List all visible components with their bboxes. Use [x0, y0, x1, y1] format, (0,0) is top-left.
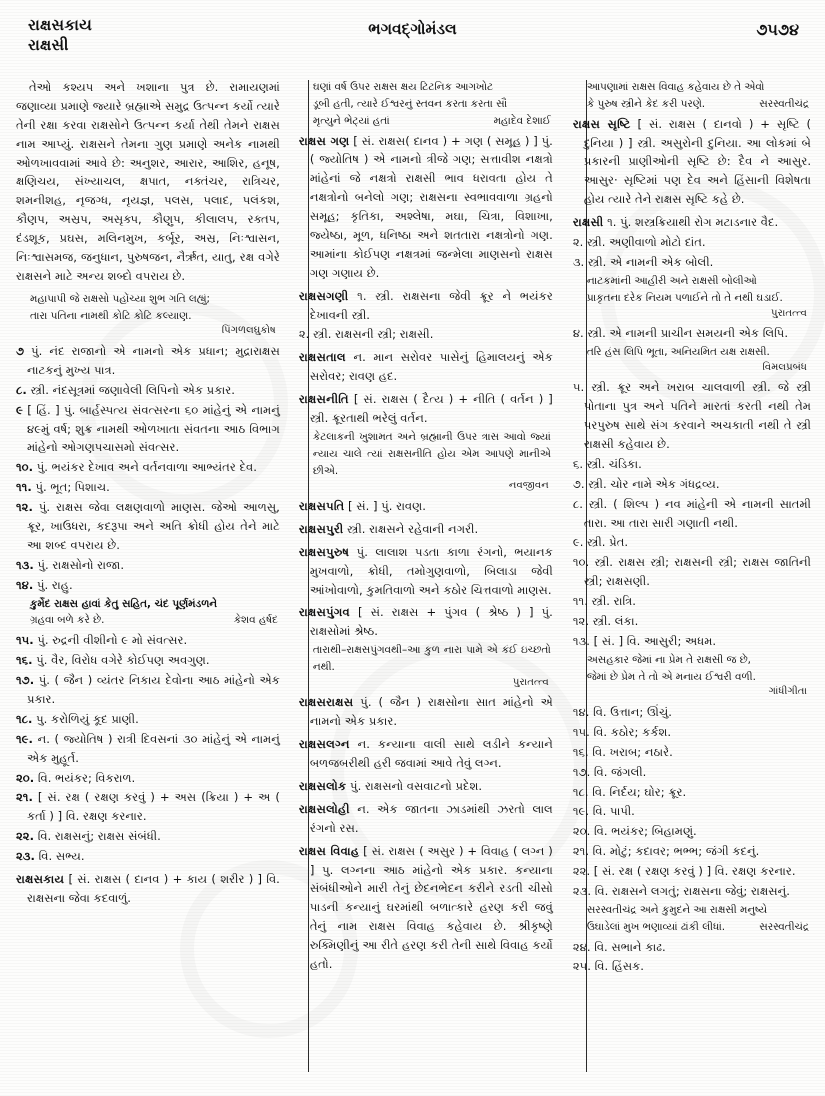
sense-number: ૧૯.: [16, 731, 33, 746]
sense-entry: ૧૦. સ્ત્રી. રાક્ષસ સ્ત્રી; રાક્ષસની સ્ત્રી; રાક્ષસ જાતિની સ્ત્રી; રાક્ષસણી.: [572, 555, 811, 589]
sense-number: ૧૦.: [16, 460, 34, 475]
sense-text: પું. રાક્ષસ જેવા લક્ષણવાળો માણસ. જેઓ આળસુ, ક્રૂર, ખાઉધરા, કદરૂપા અને અતિ ક્રોધી હોય તેને માટે આ શબ્દ વપરાય છે.: [27, 500, 280, 552]
sense-number: ૨૩.: [16, 849, 35, 864]
sense-number: ૧૫.: [16, 633, 34, 648]
guide-word-first: રાક્ષસકાય: [28, 16, 93, 34]
sense-text: પું. ( જૈન ) વ્યંતર નિકાય દેવોના આઠ માંહેનો એક પ્રકાર.: [27, 673, 280, 706]
definition-text: પું. લાલાશ પડતા કાળા રંગનો, ભયાનક મુખવાળો, ક્રોધી, તમોગુણવાળો, બિલાડા જેવી આંખોવાળો, કુમતિવાળો અને કઠોર ચિત્તવાળો માણસ.: [309, 544, 553, 597]
sense-text: પું. ભૂત; પિશાચ.: [31, 480, 110, 495]
verse-line: [313, 79, 551, 96]
sense-entry: ૨૩. વિ. રાક્ષસને લગતું; રાક્ષસના જેવું; રાક્ષસનું.: [572, 883, 790, 898]
sense-entry: ૨૪. વિ. સભાને કાઢ.: [572, 939, 666, 954]
sense-text: સ્ત્રી. નંદસૂત્રમાં જણાવેલી લિપિનો એક પ્રકાર.: [26, 382, 235, 397]
prose-quotation: [573, 902, 811, 936]
prose-quotation: [299, 429, 553, 495]
sense-text: [ સં. રક્ષ ( રક્ષણ કરવું ) + અસ (ક્રિયા ) + અ ( કર્તા ) ] વિ. રક્ષણ કરનાર.: [27, 790, 280, 824]
headword: રાક્ષસી: [572, 215, 604, 230]
verse-quotation: [16, 596, 280, 630]
headword: રાક્ષસ સૃષ્ટિ: [572, 116, 631, 131]
sense-entry: [16, 401, 280, 458]
sense-entry: ૫. સ્ત્રી. ક્રૂર અને ખરાબ ચાલવાળી સ્ત્રી. જે સ્ત્રી પોતાના પુત્ર અને પતિને મારતાં કરતી નથી તેમ પરપુરુષ સાથે સંગ કરવાને અચકાતી નથી તે સ્ત્રી રાક્ષસી કહેવાય છે.: [572, 380, 811, 451]
verse-quotation: [573, 344, 811, 376]
definition-text: પું. ( જૈન ) રાક્ષસોના સાત માંહેનો એ નામનો એક પ્રકાર.: [309, 695, 553, 729]
sense-entry: [16, 458, 280, 477]
headword: રાક્ષસપુંગવ: [298, 605, 350, 620]
verse-quotation: [573, 79, 811, 113]
sense-text: પું. રુદ્રની વીશીનો ૯ મો સંવત્સર.: [33, 633, 188, 648]
verse-line: તરિ હંસ લિપિ ભૂતા, અનિયમિત યક્ષ રાક્ષસી.: [586, 345, 770, 358]
sense-entry: ૨. સ્ત્રી. અણીવાળો મોટો દાંત.: [572, 235, 706, 250]
sense-entry: ૨૧. વિ. મોટું; કદાવર; ભભ્ભ; જંગી કદનું.: [572, 844, 760, 859]
sense-entry: [16, 342, 280, 380]
quote-text: પ્રાકૃતના દરેક નિયમ પળાઈને તો તે નથી ઘડાઈ.: [586, 291, 783, 304]
sense-text: પું. વૈર, વિરોધ વગેરે કોઈપણ અવગુણ.: [32, 653, 210, 668]
sense-entry: ૬. સ્ત્રી. ચંડિકા.: [572, 456, 642, 471]
definition-text: [ સં. ] પું. રાવણ.: [344, 498, 426, 513]
prose-quotation: [299, 642, 553, 691]
definition-text: [ સં. રાક્ષસ( દાનવ ) + ગણ ( સમૂહ ) ] પું. ( જ્યોતિષ ) એ નામનો ત્રીજે ગણ; સત્તાવીશ નક્ષત્રો માંહેનાં જે નક્ષત્રો રાક્ષસી ભાવ ધરાવતા હોય તે નક્ષત્રોનો બનેલો ગણ; રાક્ષસના સ્વભાવવાળા ગ્રહનો સમૂહ; કૃતિકા, અશ્લેષા, મઘા, ચિત્રા, વિશાખા, જ્યેષ્ઠા, મૂળ, ધનિષ્ઠા અને શતતારા નક્ષત્રોનો ગણ. આમાંના કોઈપણ નક્ષત્રમાં જન્મેલા માણસનો રાક્ષસ ગણ ગણાય છે.: [309, 133, 553, 280]
sense-entry: ૧૨. સ્ત્રી. લંકા.: [572, 613, 639, 628]
paragraph: તેઓ કશ્યપ અને ખશાના પુત્ર છે. રામાયણમાં જણાવ્યા પ્રમાણે જ્યારે બ્રહ્માએ સમુદ્ર ઉત્પન્ન કર્યો ત્યારે તેની રક્ષા કરવા રાક્ષસોને ઉત્પન્ન કર્યા તેથી તેમને રાક્ષસ નામ આપ્યું. રાક્ષસને તેમના ગુણ પ્રમાણે અનેક નામથી ઓળખાવવામાં આવે છે: અનુશર, આરાર, આશિર, હનૂષ, ક્ષણિચય, સંખ્યાચલ, ક્ષપાત, નક્તંચર, રાત્રિચર, શમનીશહ, નૃજગ્ધ, નૃયજ્ઞ, પલસ, પલાદ, પલંકશ, કૌણપ, અસ્રપ, અસૃક્પ, કૌણુપ, કીલાલપ, રક્તપ, દંડશૂક, પ્રઘસ, મલિનમુખ, કર્બૂર, અસ્ર, નિઃશ્વાસન, નિઃશ્વાસમજ, જનુધાન, પુરુષજન, નૈર્ઋત, યાતુ, રક્ષ વગેરે રાક્ષસને માટે અન્ય શબ્દો વપરાય છે.: [16, 80, 280, 283]
dictionary-entry: [299, 132, 553, 283]
quote-text-line: ઉઘાડેલાં મુખ ભણાવ્યાં ઢાંકી લીધાં.: [586, 920, 726, 933]
sense-number: ૮.: [16, 382, 27, 397]
definition-text: [ સં. રાક્ષસ ( દૈત્ય ) + નીતિ ( વર્તન ) ] સ્ત્રી. ક્રૂરતાથી ભરેલું વર્તન.: [309, 392, 553, 425]
verse-line: કુર્મેદ રાક્ષસ હાવાં કેતુ સહિત, ચંદ પૂર્ણમંડળને: [30, 597, 218, 610]
dictionary-entry: [299, 603, 553, 641]
definition-text: [ સં. રાક્ષસ + પુંગવ ( શ્રેષ્ઠ ) ] પું. રાક્ષસોમાં શ્રેષ્ઠ.: [309, 605, 553, 639]
sense-entry: [16, 478, 280, 497]
quotation-attribution: વિમલપ્રબંધ: [762, 361, 807, 373]
quotation-attribution: પુરાતત્ત્વ: [512, 676, 549, 688]
dictionary-entry: [299, 693, 553, 731]
sense-entry: [16, 671, 280, 709]
headword: રાક્ષસરાક્ષસ: [298, 695, 354, 710]
prose-quotation: [573, 273, 811, 322]
page-header: [0, 16, 825, 72]
sense-entry: ૧૯. વિ. પાપી.: [572, 804, 635, 819]
sense-text: પુ. કરોળિયું કૂદ પ્રાણી.: [32, 711, 139, 726]
quote-text: તારાથી–રાક્ષસપુંગવથી–આ કુળ નારા પામે એ કંઈ ઇચ્છતો નથી.: [312, 644, 551, 674]
sense-number: ૧૮.: [16, 711, 33, 726]
sense-entry: ૭. સ્ત્રી. ચોર નામે એક ગંધદ્રવ્ય.: [572, 476, 720, 491]
quotation-attribution: પિંગળલઘુકોષ: [221, 325, 276, 337]
sense-entry: [16, 576, 280, 595]
dictionary-entry: [299, 842, 553, 974]
sense-entry: ૧૧. સ્ત્રી. રાત્રિ.: [572, 594, 636, 609]
sense-number: ૯: [16, 402, 23, 417]
sense-text: વિ. રાક્ષસનું; રાક્ષસ સંબંધી.: [34, 829, 161, 844]
quotation-attribution: નવજીવન: [508, 480, 549, 492]
definition-text: ન. કન્યાના વાલી સાથે લડીને કન્યાને બળજબરીથી હરી જવામાં આવે તેવું લગ્ન.: [309, 737, 553, 771]
quotation-attribution: મહાદેવ દેશાઈ: [493, 114, 551, 127]
sense-text: પું. નંદ રાજાનો એ નામનો એક પ્રધાન; મુદ્રારાક્ષસ નાટકનું મુખ્ય પાત્ર.: [24, 344, 280, 377]
headword: રાક્ષસલોહી: [298, 801, 350, 816]
verse-quotation: [299, 79, 553, 130]
sense-number: ૧૪.: [16, 577, 34, 592]
sense-entry: [16, 651, 280, 670]
headword: રાક્ષસ ગણ: [298, 133, 350, 148]
definition-text: ૧. પું. શસ્ત્રક્રિયાથી રોગ મટાડનાર વૈદ.: [607, 215, 779, 230]
sense-text: વિ. સભ્ય.: [34, 849, 85, 864]
quotation-attribution: કેશવ હર્ષદ: [233, 614, 278, 627]
dictionary-entry: [299, 520, 553, 539]
sense-text: પું. રાક્ષસોનો રાજા.: [33, 557, 125, 572]
page-number: ૭૫૭૪: [756, 20, 799, 39]
verse-line: મહાપાપી જે રાક્ષસો પહોંચ્યા શુભ ગતિ લહ્યું;: [30, 292, 211, 305]
sense-entry: [16, 710, 280, 729]
sense-entry: ૧૪. વિ. ઉત્તાન; ઊંચું.: [572, 704, 672, 719]
sense-number: ૧૬.: [16, 653, 33, 668]
definition-text: ન. એક જાતના ઝાડમાંથી ઝરતો લાલ રંગનો રસ.: [309, 801, 553, 835]
sense-text: પું. રાહુ.: [33, 577, 73, 592]
headword: રાક્ષસલોક: [298, 778, 347, 793]
quotation-attribution: ગાંધીગીતા: [768, 686, 807, 698]
dictionary-entry: [299, 800, 553, 838]
sense-entry: ૨૨. [ સં. રક્ષ ( રક્ષણ કરવું ) ] વિ. રક્ષણ કરનાર.: [572, 864, 796, 879]
definition-text: [ સં. રાક્ષસ ( અસુર ) + વિવાહ ( લગ્ન ) ] પુ. લગ્નના આઠ માંહેનો એક પ્રકાર. કન્યાના સંબંધીઓને મારી તેનું છેદનભેદન કરીને રડતી ચીસો પાડની કન્યાનું ઘરમાંથી બળાત્કારે હરણ કરી જવું તેનું નામ રાક્ષસ વિવાહ કહેવાય છે. શ્રીકૃષ્ણે રુક્મિણીનું આ રીતે હરણ કરી તેની સાથે વિવાહ કર્યો હતો.: [309, 843, 553, 971]
sense-entry: ૧૫. વિ. કઠોર; કર્કશ.: [572, 724, 672, 739]
sense-entry: ૨૫. વિ. હિંસક.: [572, 959, 644, 974]
verse-line-text: ગ્રહવા બળે કરે છે.: [30, 614, 105, 627]
definition-text: [ સં. રાક્ષસ ( દાનવો ) + સૃષ્ટિ ( દુનિયા ) ] સ્ત્રી. અસુરોની દુનિયા. આ લોકમાં બે પ્રકારની પ્રાણીઓની સૃષ્ટિ છે: દૈવ ને આસુર. આસુર· સૃષ્ટિમાં પણ દેવ અને હિંસાની વિશેષતા હોય ત્યારે તેને રાક્ષસ સૃષ્ટિ કહે છે.: [583, 116, 811, 207]
book-title: ભગવદ્ગોમંડલ: [368, 20, 457, 38]
sense-entry: [16, 381, 280, 400]
headword: રાક્ષસપુરી: [298, 521, 344, 536]
sense-text: [ હિં. ] પું. બાર્હસ્પત્ય સંવત્સરના ૬૦ માંહેનું એ નામનું ૪૯મું વર્ષ; શુક્ર નામથી ઓળખાતા સંવતના આઠ વિભાગ માંહેનો ઓગણપચાસમો સંવત્સર.: [22, 402, 280, 455]
verse-line: જેમાં છે પ્રેમ તે તો એ મનાય ઈશ્વરી વળી.: [586, 670, 756, 683]
definition-text: ૧. સ્ત્રી. રાક્ષસના જેવી ક્રૂર ને ભયંકર દેખાવની સ્ત્રી.: [309, 288, 553, 322]
verse-quotation: [573, 652, 811, 701]
dictionary-entry: [16, 870, 280, 908]
sense-entry: [16, 498, 280, 555]
sense-entry: [16, 788, 280, 826]
sense-number: ૭: [16, 344, 25, 358]
sense-number: ૧૧.: [16, 480, 32, 495]
headword: રાક્ષસપુરુષ: [298, 544, 350, 559]
definition-text: પું. રાક્ષસનો વસવાટનો પ્રદેશ.: [346, 778, 483, 793]
headword: રાક્ષસલગ્ન: [298, 737, 350, 752]
quote-text: કેટલાકની ખુશામત અને બ્રહ્માની ઉપર ત્રાસ આવો જ્યાં ન્યાય ચાલે ત્યાં રાક્ષસનીતિ હોય એમ આપણે માનીએ છીએ.: [312, 430, 551, 477]
dictionary-entry: [573, 115, 811, 209]
verse-line: અસહકાર જેમાં ના પ્રેમ તે રાક્ષસી જ છે,: [586, 653, 751, 666]
verse-line: તારા પતિના નામથી કોટિ કોટિ કલ્યાણ.: [30, 309, 192, 322]
verse-line-text: કે પુરુષ સ્ત્રીને કેદ કરી પરણે.: [586, 97, 706, 110]
sense-entry: [16, 556, 280, 575]
verse-line: [587, 96, 809, 113]
verse-line: આપણામાં રાક્ષસ વિવાહ કહેવાય છે તે એવો: [586, 81, 765, 93]
sense-entry: [16, 827, 280, 846]
verse-line-text: મૃત્યુને ભેટ્યાં હતાં: [312, 114, 390, 127]
sense-entry: ૯. સ્ત્રી. પ્રેત.: [572, 535, 629, 550]
sense-entry: ૪. સ્ત્રી. એ નામની પ્રાચીન સમયની એક લિપિ.: [572, 326, 789, 341]
definition-text: [ સં. રાક્ષસ ( દાનવ ) + કાય ( શરીર ) ] વિ. રાક્ષસના જેવા કદવાળું.: [27, 871, 280, 905]
quotation-attribution: પુરાતત્ત્વ: [771, 307, 807, 319]
sense-entry: ૧૩. [ સં. ] વિ. આસુરી; અધમ.: [572, 633, 717, 648]
quotation-attribution: સરસ્વતીચંદ્ર: [759, 920, 809, 933]
headword: રાક્ષસગણી: [298, 288, 349, 303]
sense-number: ૨૨.: [16, 829, 35, 844]
quote-text: સરસ્વતીચંદ્ર અને કુમુદને આ રાક્ષસી મનુષ્યે: [586, 903, 768, 916]
dictionary-entry: [299, 735, 553, 773]
verse-line: ડૂબી હતી, ત્યારે ઈશ્વરનું સ્તવન કરતા કરતા સૌ: [312, 97, 508, 110]
dictionary-entry: [299, 287, 553, 325]
dictionary-entry: [299, 543, 553, 600]
sense-entry: ૧૭. વિ. જંગલી.: [572, 764, 647, 779]
sense-number: ૨૧.: [16, 790, 33, 805]
verse-line: [30, 612, 278, 629]
quote-text: [587, 919, 809, 936]
sense-entry: ૧૮. વિ. નિર્દય; ઘોર; ક્રૂર.: [572, 784, 687, 799]
sense-entry: [16, 769, 280, 788]
dictionary-entry: [299, 497, 553, 516]
sense-entry: ૨. સ્ત્રી. રાક્ષસની સ્ત્રી; રાક્ષસી.: [298, 327, 434, 342]
text-column-1: [16, 78, 289, 1078]
sense-entry: ૮. સ્ત્રી. ( શિલ્પ ) નવ માંહેની એ નામની સાતમી તારા. આ તારા સારી ગણાતી નથી.: [572, 496, 811, 530]
dictionary-entry: [299, 777, 553, 796]
verse-line: [313, 113, 551, 130]
dictionary-entry: [299, 348, 553, 386]
headword: રાક્ષસતાલ: [298, 350, 346, 365]
headword: રાક્ષસનીતિ: [298, 392, 349, 407]
sense-entry: [16, 631, 280, 650]
verse-line-text: ઘણાં વર્ષ ઉપર રાક્ષસ ક્ષય ટિટનિક આગખોટ: [312, 81, 494, 93]
definition-text: સ્ત્રી. રાક્ષસને રહેવાની નગરી.: [343, 521, 479, 536]
dictionary-entry: [299, 390, 553, 428]
text-column-3: [562, 78, 811, 1078]
definition-text: ન. માન સરોવર પાસેનું હિમાલયનું એક સરોવર; રાવણ હદ.: [309, 350, 553, 384]
dictionary-entry: [573, 213, 811, 232]
sense-number: ૧૨.: [16, 500, 33, 515]
text-column-2: [289, 78, 562, 1078]
headword: રાક્ષસ વિવાહ: [298, 843, 360, 858]
headword: રાક્ષસકાય: [16, 871, 65, 886]
sense-number: ૧૭.: [16, 673, 35, 688]
sense-text: પું. ભયંકર દેખાવ અને વર્તનવાળા આભ્યંતર દેવ.: [33, 460, 257, 475]
sense-text: ન. ( જ્યોતિષ ) રાત્રી દિવસનાં ૩૦ માંહેનું એ નામનું એક મુહૂર્ત.: [27, 731, 280, 765]
sense-entry: [16, 730, 280, 768]
guide-word-last: રાક્ષસી: [28, 35, 69, 54]
quotation-attribution: સરસ્વતીચંદ્ર: [759, 97, 809, 110]
headword: રાક્ષસપતિ: [298, 498, 345, 513]
sense-entry: [16, 847, 280, 866]
sense-number: ૧૩.: [16, 557, 34, 572]
sense-number: ૨૦.: [16, 770, 35, 785]
verse-quotation: [16, 291, 280, 340]
sense-entry: ૨૦. વિ. ભયંકર; બિહામણું.: [572, 824, 697, 839]
quote-text: નાટકમાંની આહીરી અને રાક્ષસી બોલીઓ: [586, 274, 757, 287]
sense-text: વિ. ભયંકર; વિકરાળ.: [34, 770, 136, 785]
column-container: [16, 78, 811, 1078]
sense-entry: ૩. સ્ત્રી. એ નામની એક બોલી.: [572, 254, 714, 269]
sense-entry: ૧૬. વિ. ખરાબ; નઠારે.: [572, 744, 673, 759]
